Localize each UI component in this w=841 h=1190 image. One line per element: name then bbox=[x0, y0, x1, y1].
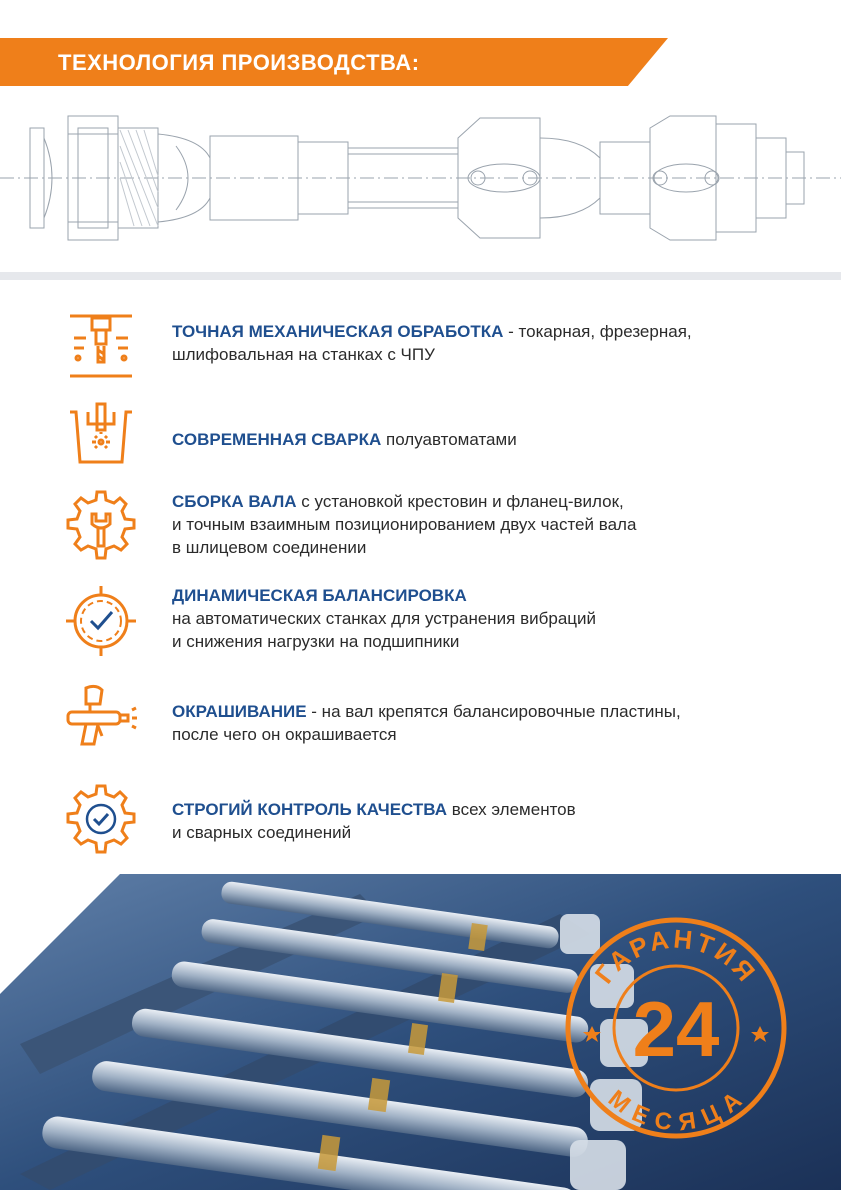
feature-desc: на автоматических станках для устранения вибраций bbox=[172, 609, 597, 628]
feature-desc: шлифовальная на станках с ЧПУ bbox=[172, 345, 435, 364]
welding-icon bbox=[64, 400, 138, 474]
warranty-top-text: ГАРАНТИЯ bbox=[588, 923, 763, 990]
gear-wrench-icon bbox=[64, 488, 138, 562]
feature-desc: всех элементов bbox=[447, 800, 576, 819]
svg-text:ГАРАНТИЯ bbox=[589, 923, 763, 989]
feature-desc: и точным взаимным позиционированием двух частей вала bbox=[172, 515, 637, 534]
feature-desc: и снижения нагрузки на подшипники bbox=[172, 632, 460, 651]
section-divider bbox=[0, 272, 841, 280]
feature-desc: с установкой крестовин и фланец-вилок, bbox=[296, 492, 624, 511]
feature-desc: в шлицевом соединении bbox=[172, 538, 367, 557]
feature-desc: полуавтоматами bbox=[381, 430, 517, 449]
driveshaft-drawing bbox=[0, 98, 841, 258]
feature-heading: СОВРЕМЕННАЯ СВАРКА bbox=[172, 430, 382, 449]
warranty-bottom-text: МЕСЯЦА bbox=[602, 1084, 750, 1137]
feature-heading: СБОРКА ВАЛА bbox=[172, 492, 297, 511]
warranty-stamp bbox=[562, 914, 790, 1142]
page-title: ТЕХНОЛОГИЯ ПРОИЗВОДСТВА: bbox=[58, 50, 420, 75]
cnc-machining-icon bbox=[64, 308, 138, 382]
spray-gun-icon bbox=[64, 682, 138, 756]
warranty-number: 24 bbox=[632, 985, 720, 1073]
feature-desc: - токарная, фрезерная, bbox=[503, 322, 692, 341]
feature-heading: СТРОГИЙ КОНТРОЛЬ КАЧЕСТВА bbox=[172, 800, 448, 819]
feature-heading: ТОЧНАЯ МЕХАНИЧЕСКАЯ ОБРАБОТКА bbox=[172, 322, 504, 341]
feature-desc: - на вал крепятся балансировочные пластины, bbox=[306, 702, 681, 721]
factory-photo bbox=[0, 874, 841, 1190]
feature-desc: после чего он окрашивается bbox=[172, 725, 397, 744]
gear-check-icon bbox=[64, 782, 138, 856]
feature-heading: ОКРАШИВАНИЕ bbox=[172, 702, 307, 721]
feature-desc: и сварных соединений bbox=[172, 823, 352, 842]
target-check-icon bbox=[64, 584, 138, 658]
feature-heading: ДИНАМИЧЕСКАЯ БАЛАНСИРОВКА bbox=[172, 586, 467, 605]
svg-text:МЕСЯЦА bbox=[603, 1085, 749, 1137]
